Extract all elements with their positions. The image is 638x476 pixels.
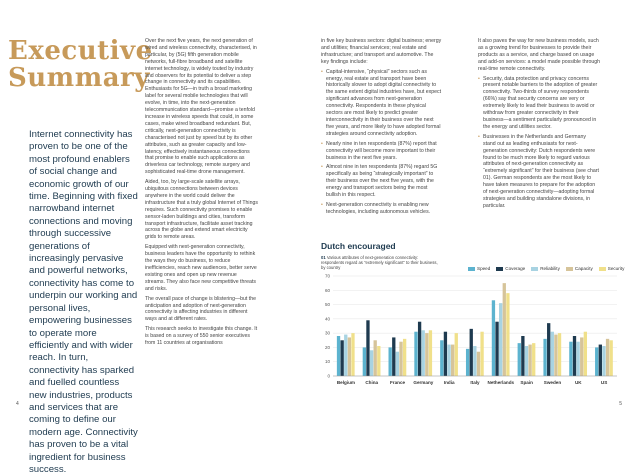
legend-swatch [468,267,475,271]
legend-item [531,266,560,271]
chart-bar [466,349,469,376]
chart-bar [521,336,524,376]
chart-bar [477,352,480,376]
chart-bar [429,330,432,376]
chart-bar [580,337,583,376]
y-tick-label: 20 [324,344,330,350]
body-column-3 [478,38,600,213]
chart-bar [554,335,557,376]
chart-bar [422,330,425,376]
findings-list-continued [478,76,600,210]
chart-bar [480,332,483,376]
chart-bar [348,337,351,376]
chart-bar [399,342,402,376]
page-number-right: 5 [619,401,622,407]
x-tick-label: Sweden [543,380,562,385]
chart-bar [532,343,535,376]
x-tick-label: India [443,380,455,385]
chart-legend [468,266,624,271]
chart-bar [444,332,447,376]
chart-bar [366,320,369,376]
body-column-2 [321,38,442,219]
legend-swatch [566,267,573,271]
chart-bar [337,336,340,376]
chart-bar [495,322,498,376]
chart-bar [569,342,572,376]
chart-bar [374,340,377,376]
intro-paragraph: Internet connectivity has proven to be one of the most profound enablers of social change and economic growth of our time. Beginning with fixed narrowband internet connections and moving through successive generations of increasingly pervasive and powerful networks, connectivity has come to underpin our working and personal lives, empowering businesses to operate more efficiently and with wider reach. In turn, connectivity has sparked and fuelled countless new industries, products and services that are coming to define our modern age. Connectivity has proven to be a vital ingredient for business success. [29,129,138,475]
bar-chart [321,272,621,392]
chart-heading: Dutch encouraged [321,241,396,251]
list-item: • Nearly nine in ten respondents (87%) report that connectivity will become more important to their business in the next five years. [326,141,442,162]
chart-bar [451,345,454,376]
list-item: • Security, data protection and privacy concerns present notable barriers to the adoption of greater connectivity. Two-thirds of survey respondents (66%) say that security concerns are very or extremely likely to lead their business to avoid or withdraw from greater connectivity in their business—a sentiment particularly pronounced in the energy and utilities sector. [483,76,600,131]
list-item: • Capital-intensive, “physical” sectors such as energy, real estate and transport have been historically slower to adopt digital connectivity to the same extent digital industries have, but expect significant advances from next-generation connectivity. Respondents in these physical sectors are most likely to predict greater interconnectivity in their business over the next five years, and more likely to have adopted formal strategies around connectivity adoption. [326,69,442,138]
legend-swatch [531,267,538,271]
chart-bar [340,340,343,376]
chart-bar [363,347,366,376]
chart-bar [525,346,528,376]
chart-bar [547,323,550,376]
chart-bar [595,347,598,376]
x-tick-label: Belgium [336,380,355,385]
legend-label: Capacity [574,266,593,271]
chart-bar [528,345,531,376]
legend-label: Security [607,266,625,271]
list-item: • Next-generation connectivity is enabling new technologies, including autonomous vehicles. [326,202,442,216]
chart-bar [518,343,521,376]
legend-label: Speed [477,266,491,271]
legend-label: Reliability [540,266,560,271]
legend-item [599,266,625,271]
legend-item [468,266,490,271]
y-tick-label: 50 [324,302,330,308]
key-findings-list [321,69,442,216]
y-tick-label: 10 [324,359,330,365]
y-tick-label: 30 [324,330,330,336]
chart-bar [551,332,554,376]
chart-bar [470,329,473,376]
chart-bar [543,339,546,376]
chart-bar [344,335,347,376]
chart-bar [455,333,458,376]
x-tick-label: UK [574,380,582,385]
col3-intro: It also paves the way for new business models, such as a growing trend for businesses to provide their products as a service, and charge based on usage and add-on services: a model made possible through real-time remote connectivity. [478,38,600,72]
chart-bar [584,332,587,376]
x-tick-label: Spain [520,380,533,385]
chart-bar [558,333,561,376]
col1-paragraph: Over the next five years, the next generation of wired and wireless connectivity, characterised, in particular, by (5G) fifth generation mobile networks, full-fibre broadband and satellite internet technology, is widely touted by industry and observers for its potential to deliver a step change in connectivity and its capabilities. Enthusiasts for 5G—in truth a broad marketing label for several mobile technologies that will evolve, in time, into the next-generation telecommunication standard—promise a tenfold increase in wireless speeds that could, in some cases, make wired broadband redundant. But, critically, next-generation connectivity is characterised not just by speed but by its other attributes, such as greater capacity and low-latency, effectively instantaneous connections that promise to enable such applications as driverless car technology, remote surgery and sophisticated real-time drone management. [145,38,257,176]
chart-bar [602,346,605,376]
y-tick-label: 40 [324,316,330,322]
chart-bar [392,337,395,376]
x-tick-label: Netherlands [487,380,515,385]
x-tick-label: US [600,380,608,385]
legend-swatch [496,267,503,271]
chart-bar [418,322,421,376]
chart-bar [351,333,354,376]
legend-item [566,266,593,271]
title-line-2: Summary [8,63,150,93]
col1-paragraph: Aided, too, by large-scale satellite arrays, ubiquitous connections between devices anywhere in the world could deliver the infrastructure that a truly global Internet of Things requires. Such connectivity promises to enable sensor-laden buildings and cities, transform transport infrastructure, facilitate asset tracking across the globe and extend smart electricity grids to remote areas. [145,179,258,241]
x-tick-label: Italy [470,380,480,385]
chart-bar [610,340,613,376]
chart-bar [370,350,373,376]
title-line-1: Executive [8,36,153,66]
x-tick-label: Germany [413,380,434,385]
chart-bar [606,339,609,376]
chart-bar [414,332,417,376]
y-tick-label: 0 [327,373,330,379]
y-tick-label: 60 [324,287,330,293]
list-item: • Businesses in the Netherlands and Germany stand out as leading enthusiasts for next-generation connectivity: Dutch respondents were found to be much more likely to regard various attributes of next-generation connectivity as “extremely significant” for their business (see chart 01). German respondents are the most likely to have taken measures to prepare for the adoption of next-generation connectivity—adopting formal strategies and building standalone divisions, in particular. [483,134,600,210]
x-tick-label: France [390,380,406,385]
y-tick-label: 70 [324,273,330,279]
chart-bar [403,339,406,376]
chart-description: Various attributes of next-generation connectivity: respondents regard as “extremely significant” to their business, by country [321,255,438,270]
chart-bar [599,345,602,376]
chart-bar [576,342,579,376]
legend-item [496,266,525,271]
col2-intro: in five key business sectors: digital business; energy and utilities; financial services; real estate and infrastructure; and transport and automotive. The key findings include: [321,38,442,65]
legend-swatch [599,267,606,271]
chart-bar [440,340,443,376]
chart-bar [506,293,509,376]
col1-paragraph: This research seeks to investigate this change. It is based on a survey of 550 senior executives from 11 countries at organisations [145,326,258,347]
list-item: • Almost nine in ten respondents (87%) regard 5G specifically as being “strategically important” to their business over the next five years, with the energy and transport sectors being the most bullish in this respect. [326,164,442,199]
col1-paragraph: Equipped with next-generation connectivity, business leaders have the opportunity to rethink the ways they do business, to reduce inefficiencies, reach new audiences, better serve existing ones and open up new revenue streams. They also face new competitive threats and risks. [145,244,257,292]
chart-bar [573,336,576,376]
chart-number: 01 [321,255,326,260]
x-tick-label: China [365,380,379,385]
chart-bar [396,352,399,376]
chart-bar [447,345,450,376]
chart-bar [377,346,380,376]
chart-bar [492,300,495,376]
body-column-1 [145,38,258,350]
col1-paragraph: The overall pace of change is blistering—but the anticipation and adoption of next-generation connectivity is affecting industries in different ways and at different rates. [145,295,257,323]
chart-bar [473,346,476,376]
page-title [8,38,153,92]
chart-bar [503,283,506,376]
chart-bar [389,347,392,376]
legend-label: Coverage [505,266,526,271]
page-number-left: 4 [16,401,19,407]
chart-bar [499,303,502,376]
chart-bar [425,333,428,376]
chart-subtitle [321,255,441,270]
